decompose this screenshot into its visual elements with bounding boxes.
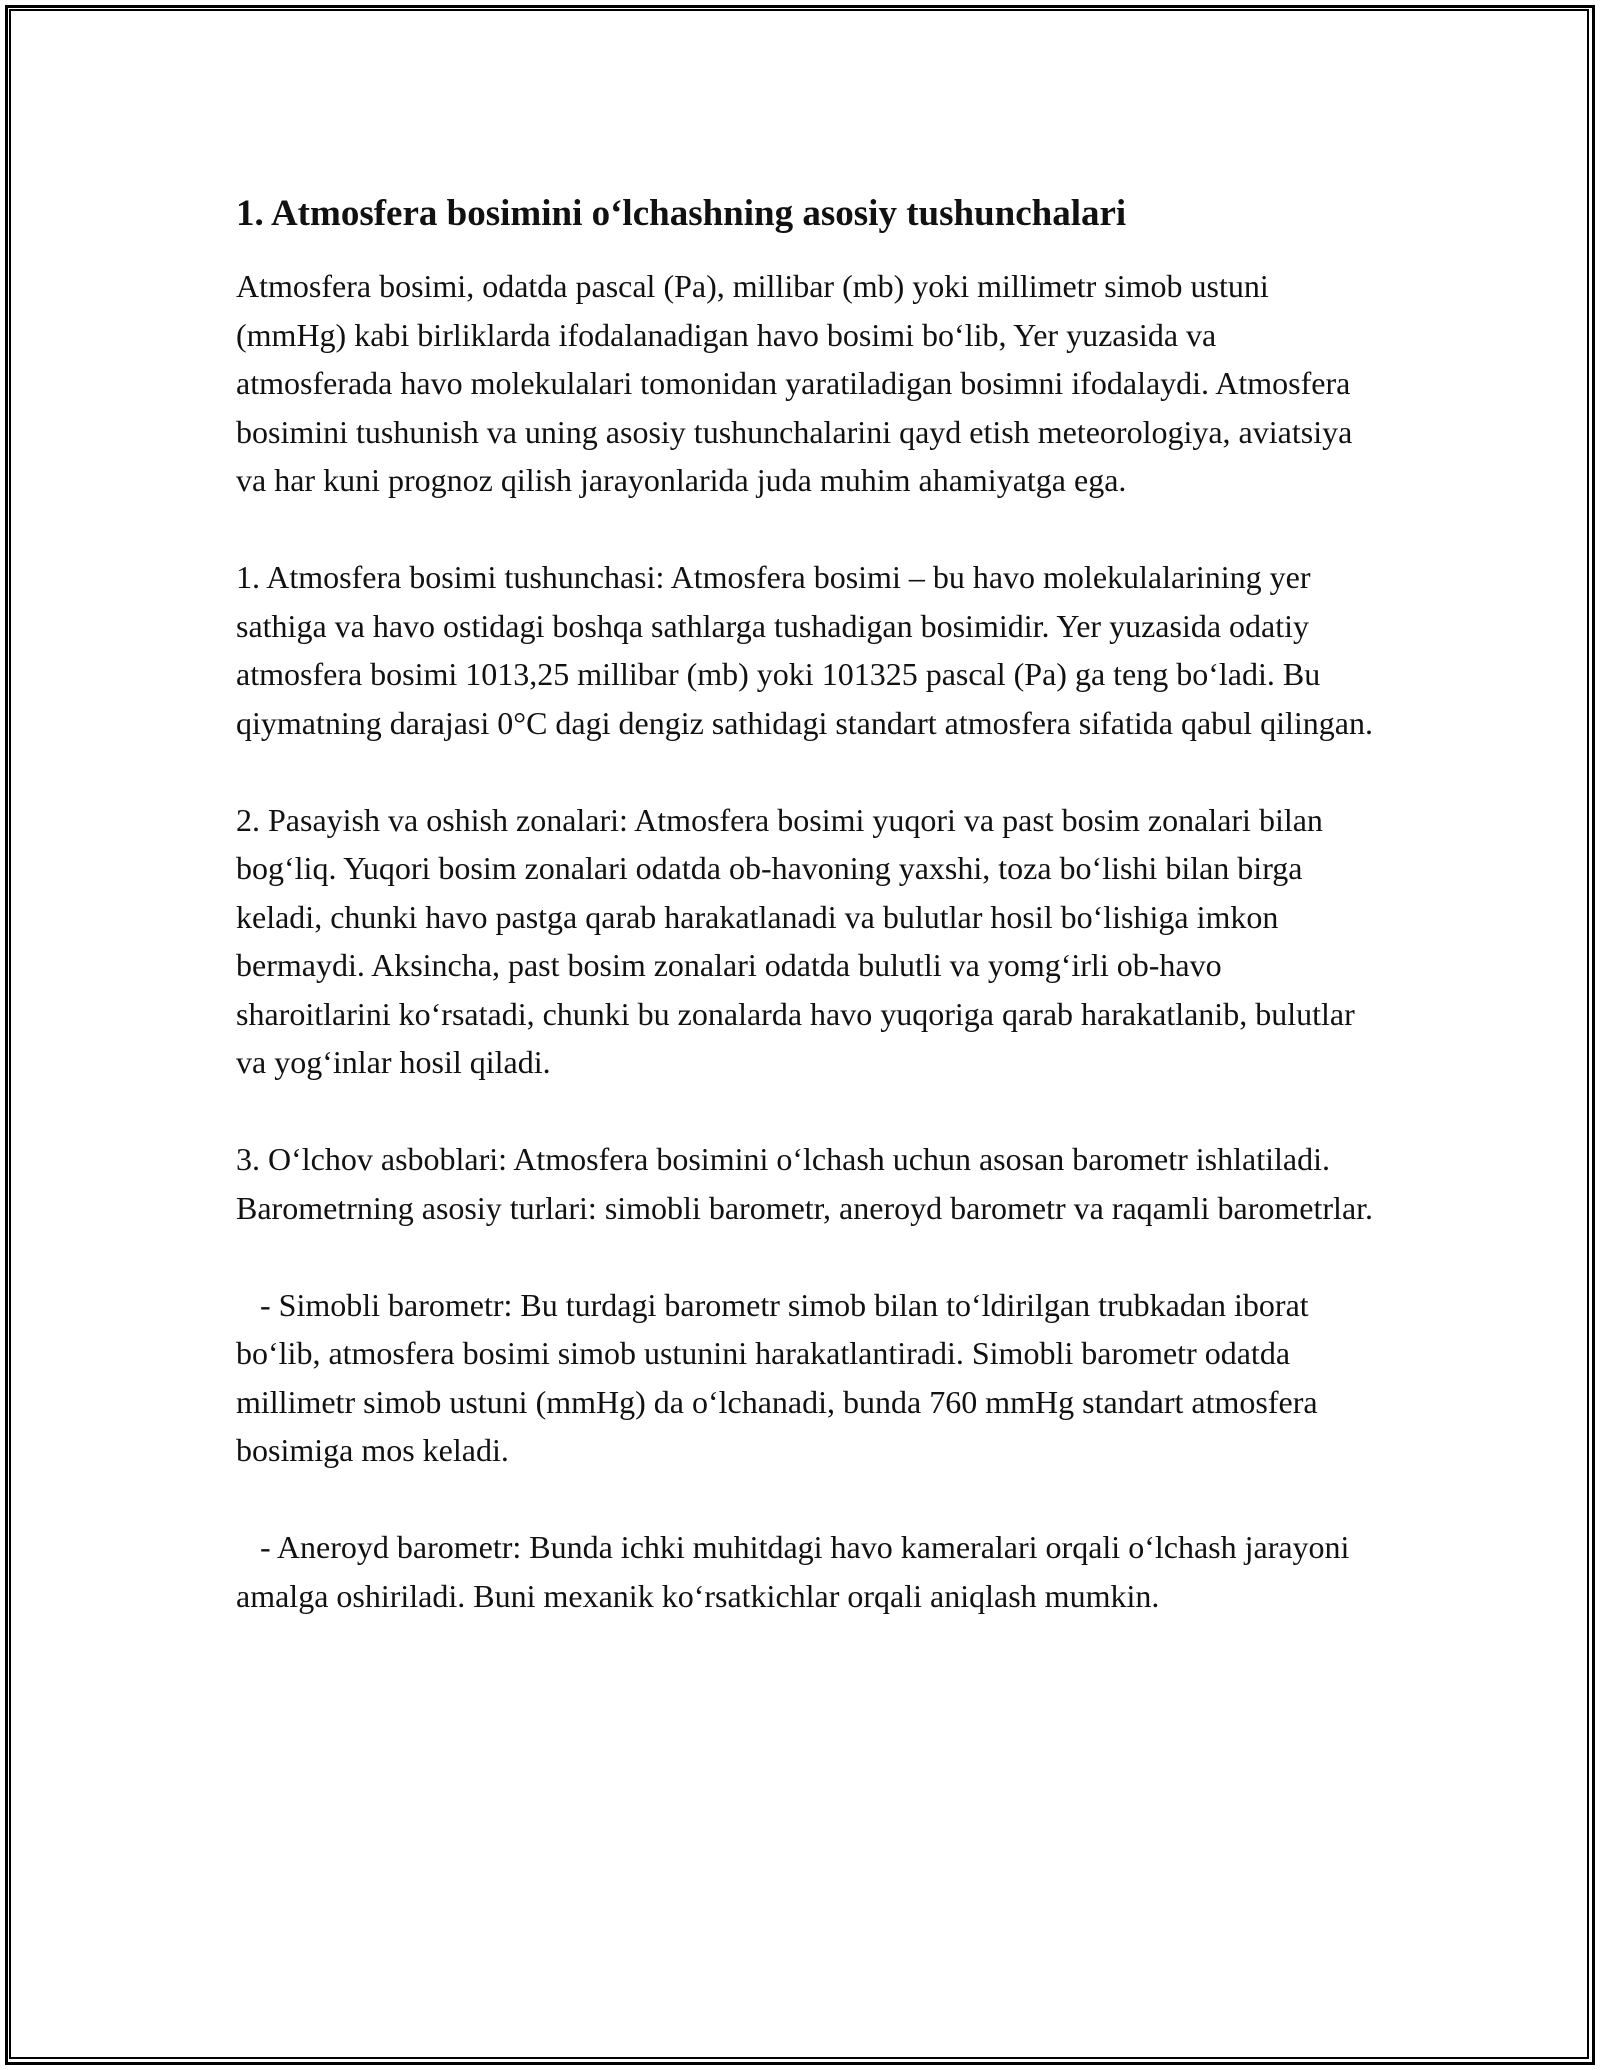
pressure-zones-paragraph: 2. Pasayish va oshish zonalari: Atmosfera bosimi yuqori va past bosim zonalari bilan bog‘liq. Yuqori bosim zonalari odatda ob-havoning yaxshi, toza bo‘lishi bilan birga keladi, chunki havo pastga qarab harakatlanadi va bulutlar hosil bo‘lishiga imkon bermaydi. Aksincha, past bosim zonalari odatda bulutli va yomg‘irli ob-havo sharoitlarini ko‘rsatadi, chunki bu zonalarda havo yuqoriga qarab harakatlanib, bulutlar va yog‘inlar hosil qiladi. (236, 801, 1363, 1080)
document-body (236, 188, 1376, 1620)
pressure-concept-paragraph: 1. Atmosfera bosimi tushunchasi: Atmosfera bosimi – bu havo molekulalarining yer sathiga va havo ostidagi boshqa sathlarga tushadigan bosimidir. Yer yuzasida odatiy atmosfera bosimi 1013,25 millibar (mb) yoki 101325 pascal (Pa) ga teng bo‘ladi. Bu qiymatning darajasi 0°C dagi dengiz sathidagi standart atmosfera sifatida qabul qilingan. (236, 559, 1373, 741)
instruments-paragraph: 3. O‘lchov asboblari: Atmosfera bosimini o‘lchash uchun asosan barometr ishlatiladi. Barometrning asosiy turlari: simobli barometr, aneroyd barometr va raqamli barometrlar. (236, 1141, 1374, 1226)
intro-paragraph: Atmosfera bosimi, odatda pascal (Pa), millibar (mb) yoki millimetr simob ustuni (mmHg) kabi birliklarda ifodalanadigan havo bosimi bo‘lib, Yer yuzasida va atmosferada havo molekulalari tomonidan yaratiladigan bosimni ifodalaydi. Atmosfera bosimini tushunish va uning asosiy tushunchalarini qayd etish meteorologiya, aviatsiya va har kuni prognoz qilish jarayonlarida juda muhim ahamiyatga ega. (236, 268, 1361, 498)
aneroid-barometer-paragraph: - Aneroyd barometr: Bunda ichki muhitdagi havo kameralari orqali o‘lchash jarayoni amalga oshiriladi. Buni mexanik ko‘rsatkichlar orqali aniqlash mumkin. (236, 1529, 1358, 1614)
mercury-barometer-paragraph: - Simobli barometr: Bu turdagi barometr simob bilan to‘ldirilgan trubkadan iborat bo‘lib, atmosfera bosimi simob ustunini harakatlantiradi. Simobli barometr odatda millimetr simob ustuni (mmHg) da o‘lchanadi, bunda 760 mmHg standart atmosfera bosimiga mos keladi. (236, 1286, 1326, 1468)
section-heading: 1. Atmosfera bosimini o‘lchashning asosiy tushunchalari (236, 193, 1127, 234)
